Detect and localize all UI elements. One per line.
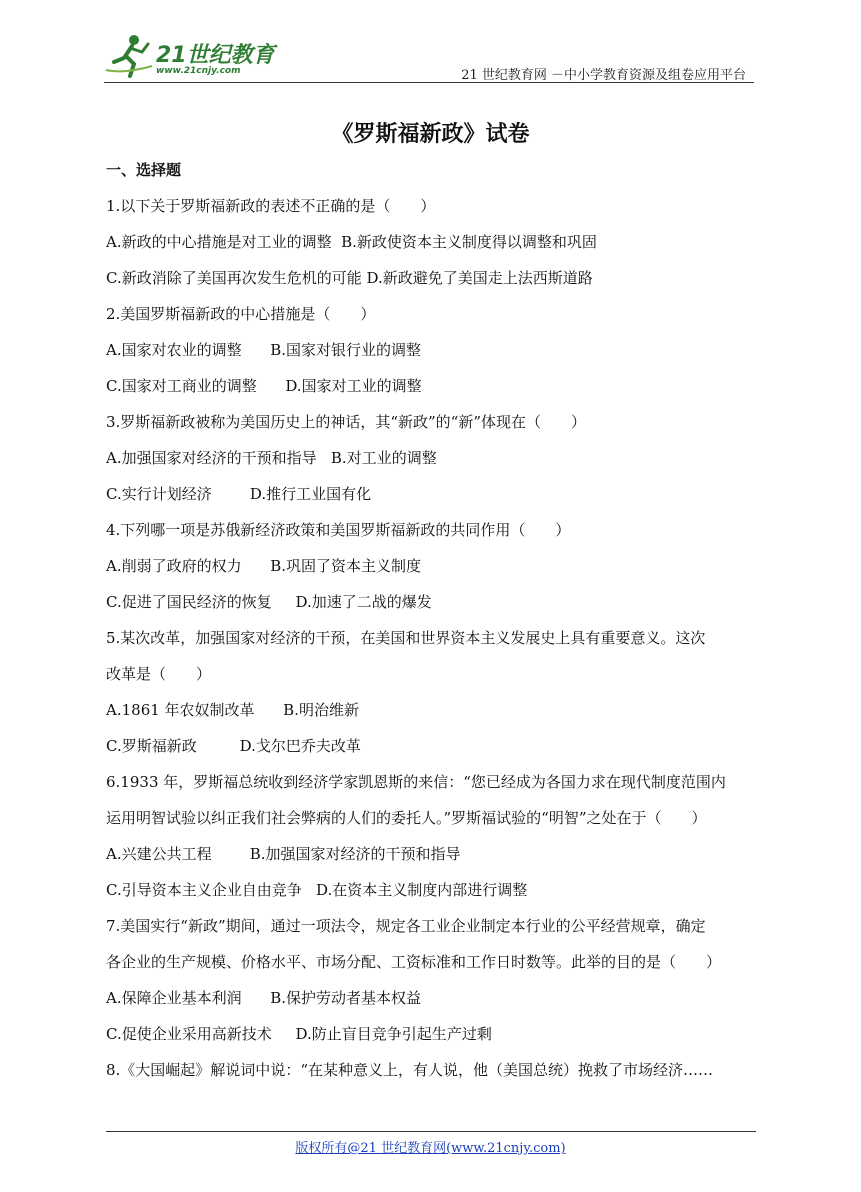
footer-divider [106,1131,756,1132]
header-divider [104,82,754,83]
text-line: A.加强国家对经济的干预和指导 B.对工业的调整 [106,449,437,467]
text-line: 7.美国实行“新政”期间，通过一项法令，规定各工业企业制定本行业的公平经营规章，确定 [106,917,706,935]
text-line: A.保障企业基本利润 B.保护劳动者基本权益 [106,989,422,1007]
copyright-link[interactable]: 版权所有@21 世纪教育网(www.21cnjy.com) [295,1141,566,1156]
text-line: C.新政消除了美国再次发生危机的可能 D.新政避免了美国走上法西斯道路 [106,269,593,287]
text-line: A.兴建公共工程 B.加强国家对经济的干预和指导 [106,845,461,863]
text-line: 1.以下关于罗斯福新政的表述不正确的是（ ） [106,197,436,215]
text-line: 6.1933 年，罗斯福总统收到经济学家凯恩斯的来信：“您已经成为各国力求在现代制度范围内 [106,773,726,791]
text-line: A.削弱了政府的权力 B.巩固了资本主义制度 [106,557,422,575]
text-line: C.实行计划经济 D.推行工业国有化 [106,485,372,503]
runner-logo-icon [104,30,156,82]
text-line: A.国家对农业的调整 B.国家对银行业的调整 [106,341,422,359]
section-heading: 一、选择题 [106,161,182,179]
text-line: 改革是（ ） [106,665,212,683]
text-line: 2.美国罗斯福新政的中心措施是（ ） [106,305,376,323]
text-line: C.国家对工商业的调整 D.国家对工业的调整 [106,377,422,395]
text-line: C.促进了国民经济的恢复 D.加速了二战的爆发 [106,593,432,611]
text-line: 运用明智试验以纠正我们社会弊病的人们的委托人。”罗斯福试验的“明智”之处在于（ ） [106,809,707,827]
question-list [106,194,756,1094]
logo-url: www.21cnjy.com [156,66,241,76]
text-line: 4.下列哪一项是苏俄新经济政策和美国罗斯福新政的共同作用（ ） [106,521,571,539]
logo [104,30,304,82]
text-line: 8.《大国崛起》解说词中说：“在某种意义上，有人说，他（美国总统）挽救了市场经济…… [106,1061,713,1079]
text-line: 3.罗斯福新政被称为美国历史上的神话，其“新政”的“新”体现在（ ） [106,413,586,431]
page-header [104,30,754,82]
page-title: 《罗斯福新政》试卷 [331,121,530,147]
text-line: C.促使企业采用高新技术 D.防止盲目竞争引起生产过剩 [106,1025,492,1043]
logo-text: 21世纪教育 [156,43,275,68]
header-site-name: 21 世纪教育网 －中小学教育资源及组卷应用平台 [461,68,746,83]
text-line: A.1861 年农奴制改革 B.明治维新 [106,701,359,719]
text-line: C.罗斯福新政 D.戈尔巴乔夫改革 [106,737,361,755]
text-line: C.引导资本主义企业自由竞争 D.在资本主义制度内部进行调整 [106,881,528,899]
text-line: 各企业的生产规模、价格水平、市场分配、工资标准和工作日时数等。此举的目的是（ ） [106,953,722,971]
text-line: A.新政的中心措施是对工业的调整 B.新政使资本主义制度得以调整和巩固 [106,233,597,251]
text-line: 5.某次改革，加强国家对经济的干预，在美国和世界资本主义发展史上具有重要意义。这次 [106,629,706,647]
